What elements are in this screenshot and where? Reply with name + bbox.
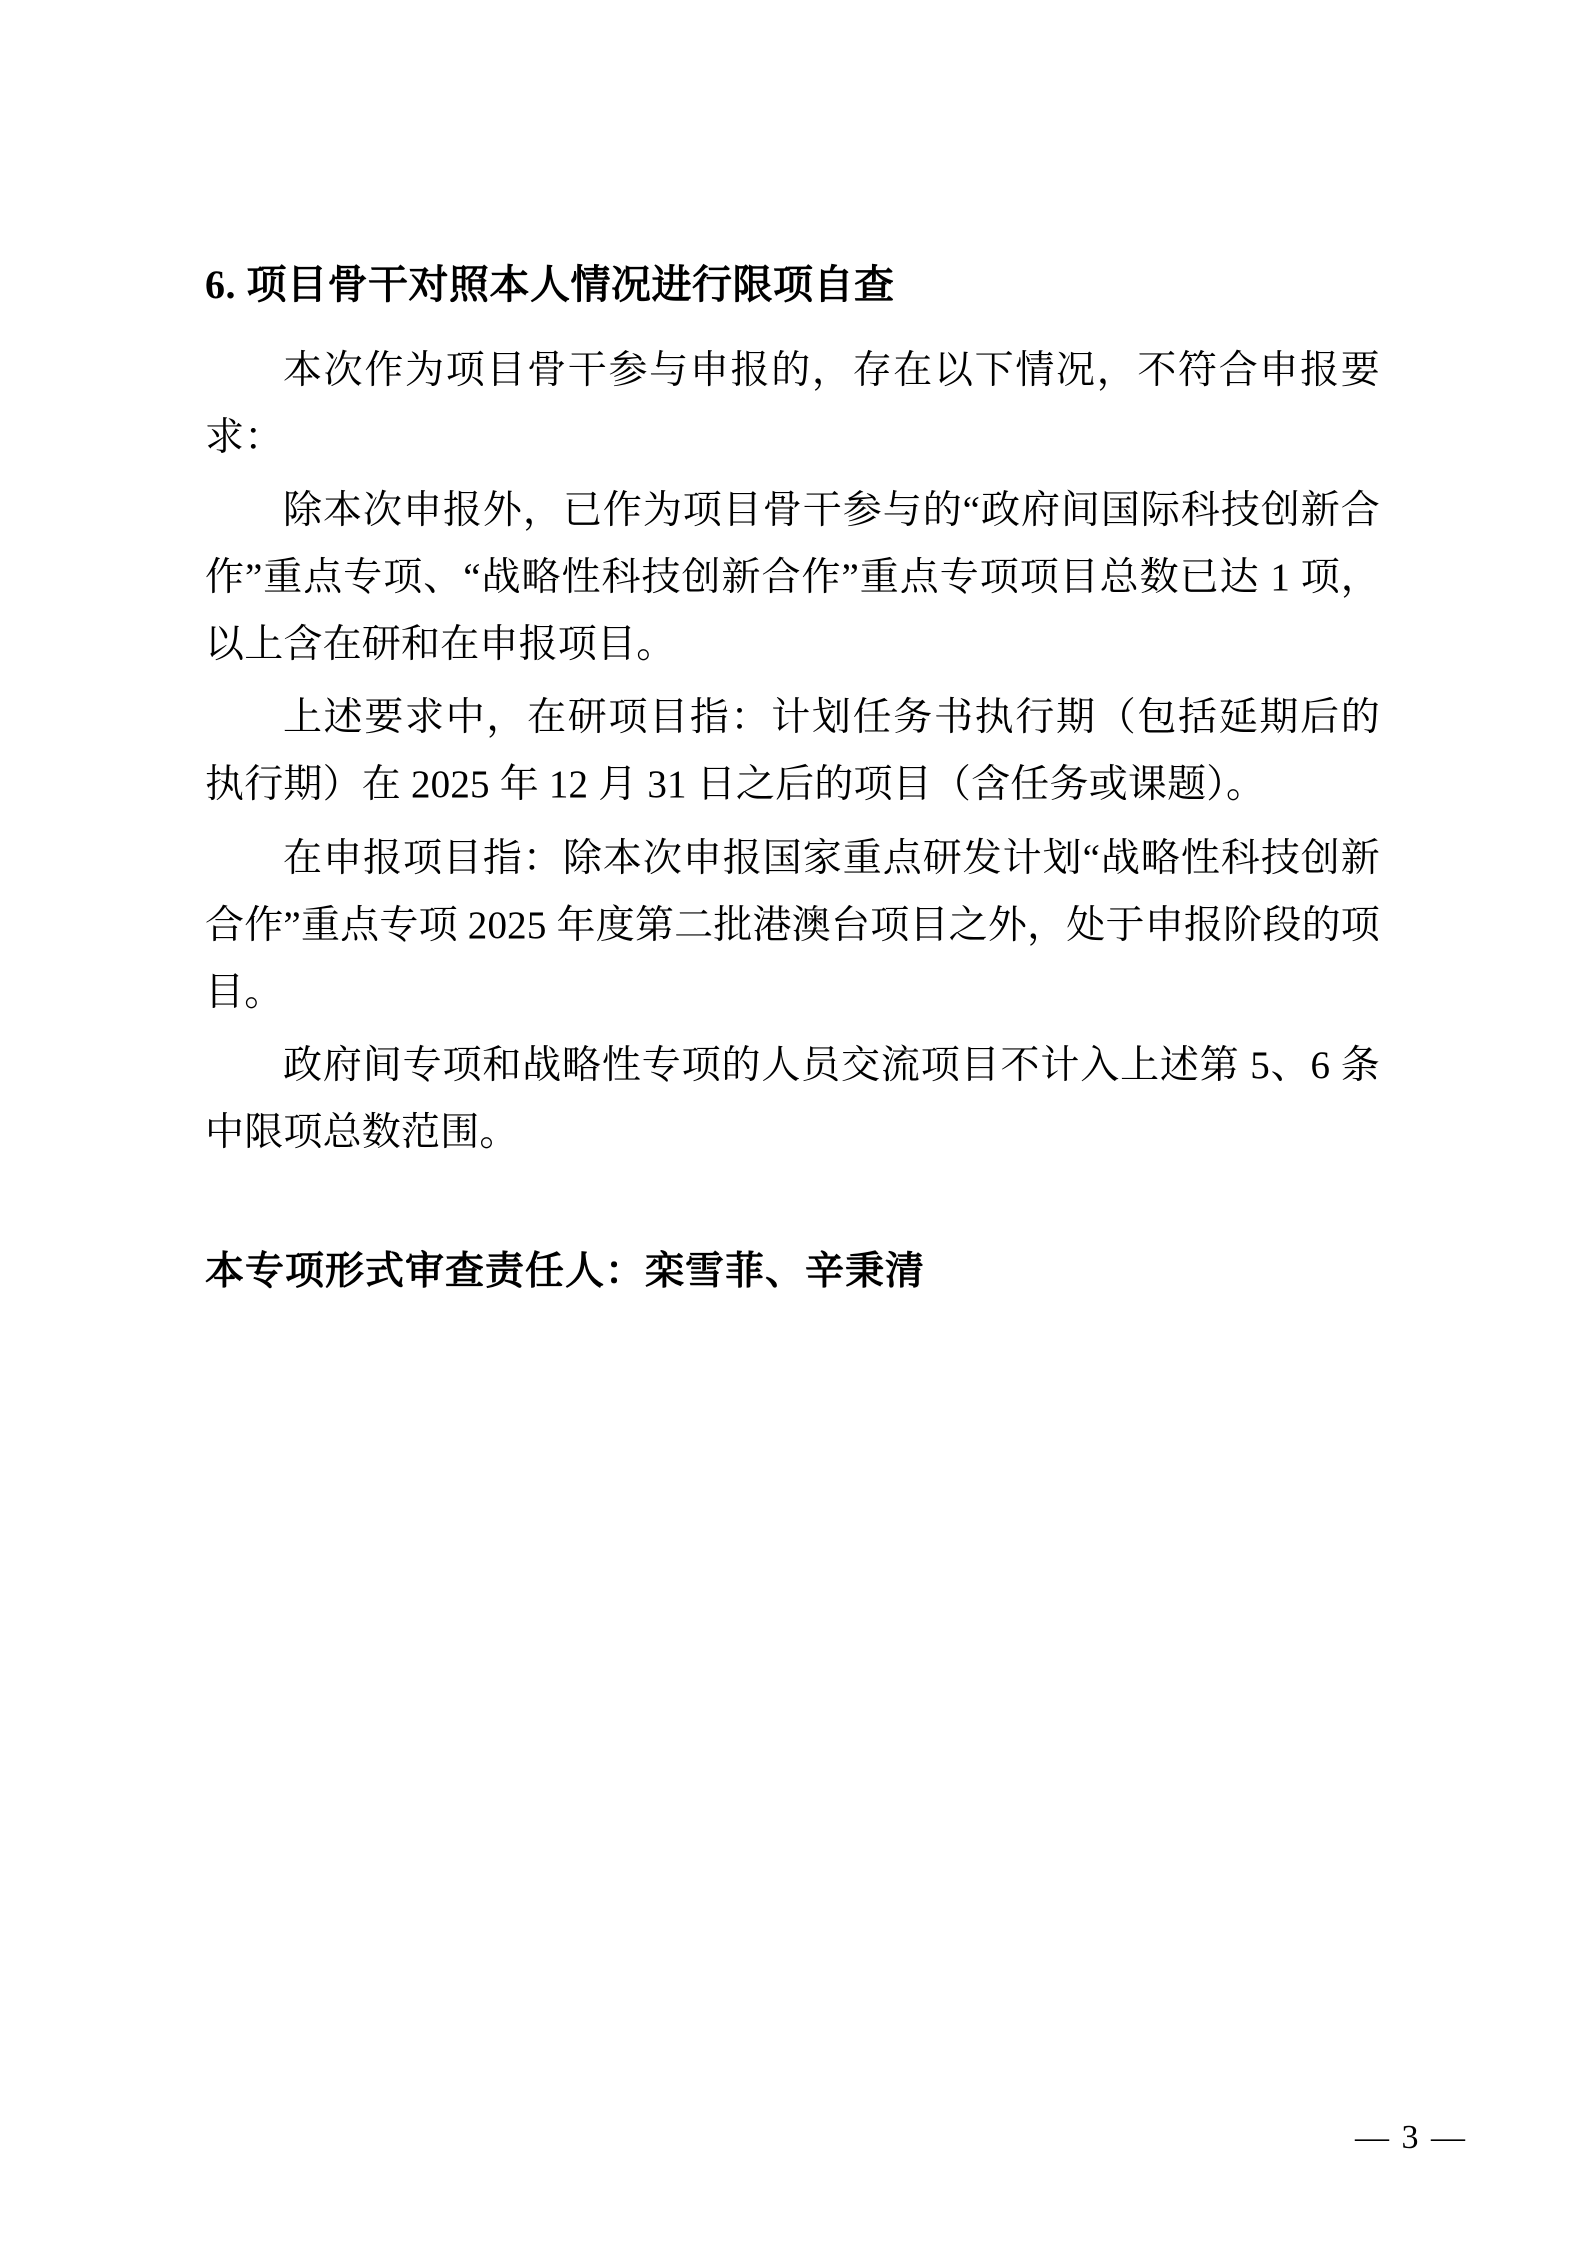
review-responsible-person: 本专项形式审查责任人：栾雪菲、辛秉清	[205, 1249, 926, 1293]
paragraph-3: 上述要求中，在研项目指：计划任务书执行期（包括延期后的执行期）在 2025 年 12 月 31 日之后的项目（含任务或课题）。	[205, 696, 1380, 807]
paragraph-4: 在申报项目指：除本次申报国家重点研发计划“战略性科技创新合作”重点专项 2025 年度第二批港澳台项目之外，处于申报阶段的项目。	[205, 836, 1380, 1014]
document-body	[205, 255, 1380, 1305]
paragraph-1: 本次作为项目骨干参与申报的，存在以下情况，不符合申报要求：	[205, 349, 1380, 460]
page-number: — 3 —	[1355, 2119, 1467, 2156]
section-heading: 6. 项目骨干对照本人情况进行限项自查	[205, 262, 895, 307]
paragraph-5: 政府间专项和战略性专项的人员交流项目不计入上述第 5、6 条中限项总数范围。	[205, 1043, 1380, 1154]
paragraph-2: 除本次申报外，已作为项目骨干参与的“政府间国际科技创新合作”重点专项、“战略性科技创新合作”重点专项项目总数已达 1 项，以上含在研和在申报项目。	[205, 489, 1380, 667]
